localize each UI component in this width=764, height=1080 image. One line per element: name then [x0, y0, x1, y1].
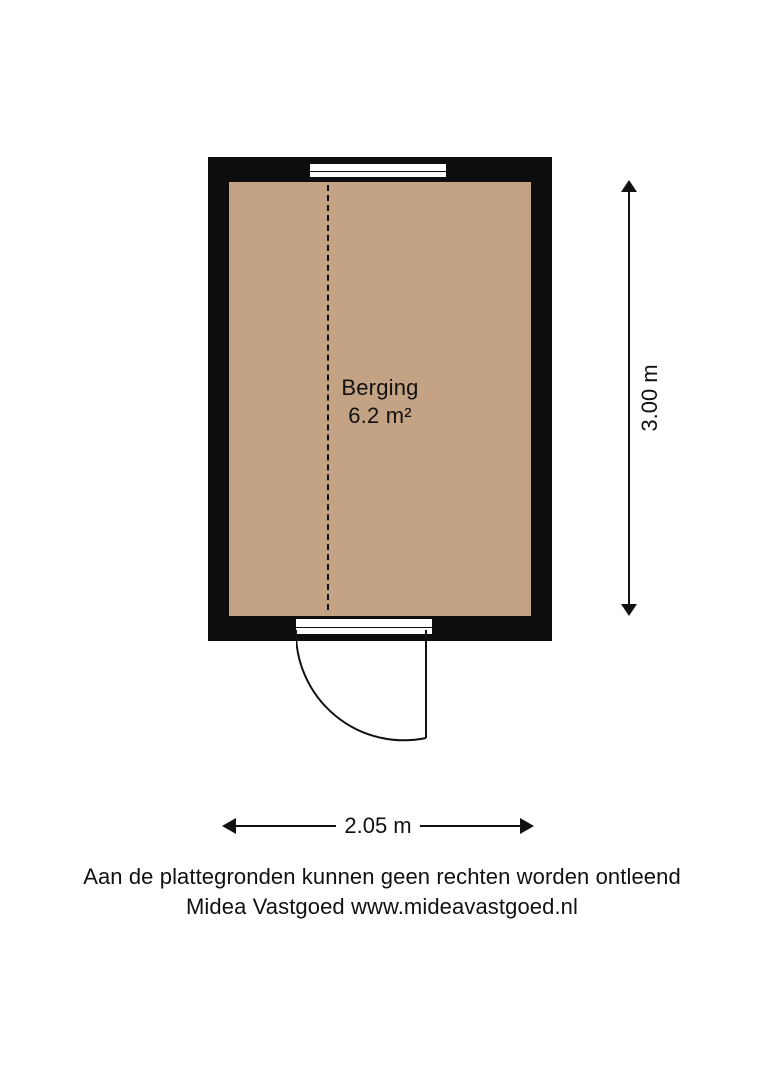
arrow-left-icon — [222, 818, 236, 834]
footer-disclaimer: Aan de plattegronden kunnen geen rechten worden ontleend — [83, 864, 681, 889]
arrow-down-icon — [621, 604, 637, 616]
arrow-right-icon — [520, 818, 534, 834]
dimension-width-label: 2.05 m — [336, 813, 419, 839]
dimension-vertical — [600, 180, 660, 616]
dimension-line-left — [236, 825, 336, 827]
footer-text-block — [0, 862, 764, 921]
room-name-text: Berging — [341, 375, 419, 400]
door-swing-arc — [296, 630, 426, 742]
dimension-line-vertical — [628, 188, 630, 608]
window-icon-top-wall — [310, 162, 446, 179]
footer-company: Midea Vastgoed www.mideavastgoed.nl — [186, 893, 578, 919]
room-label-berging — [229, 374, 531, 430]
dimension-line-right — [420, 825, 520, 827]
dimension-height-label: 3.00 m — [637, 364, 662, 432]
room-area-text: 6.2 m² — [348, 403, 412, 429]
dimension-horizontal — [222, 806, 534, 846]
